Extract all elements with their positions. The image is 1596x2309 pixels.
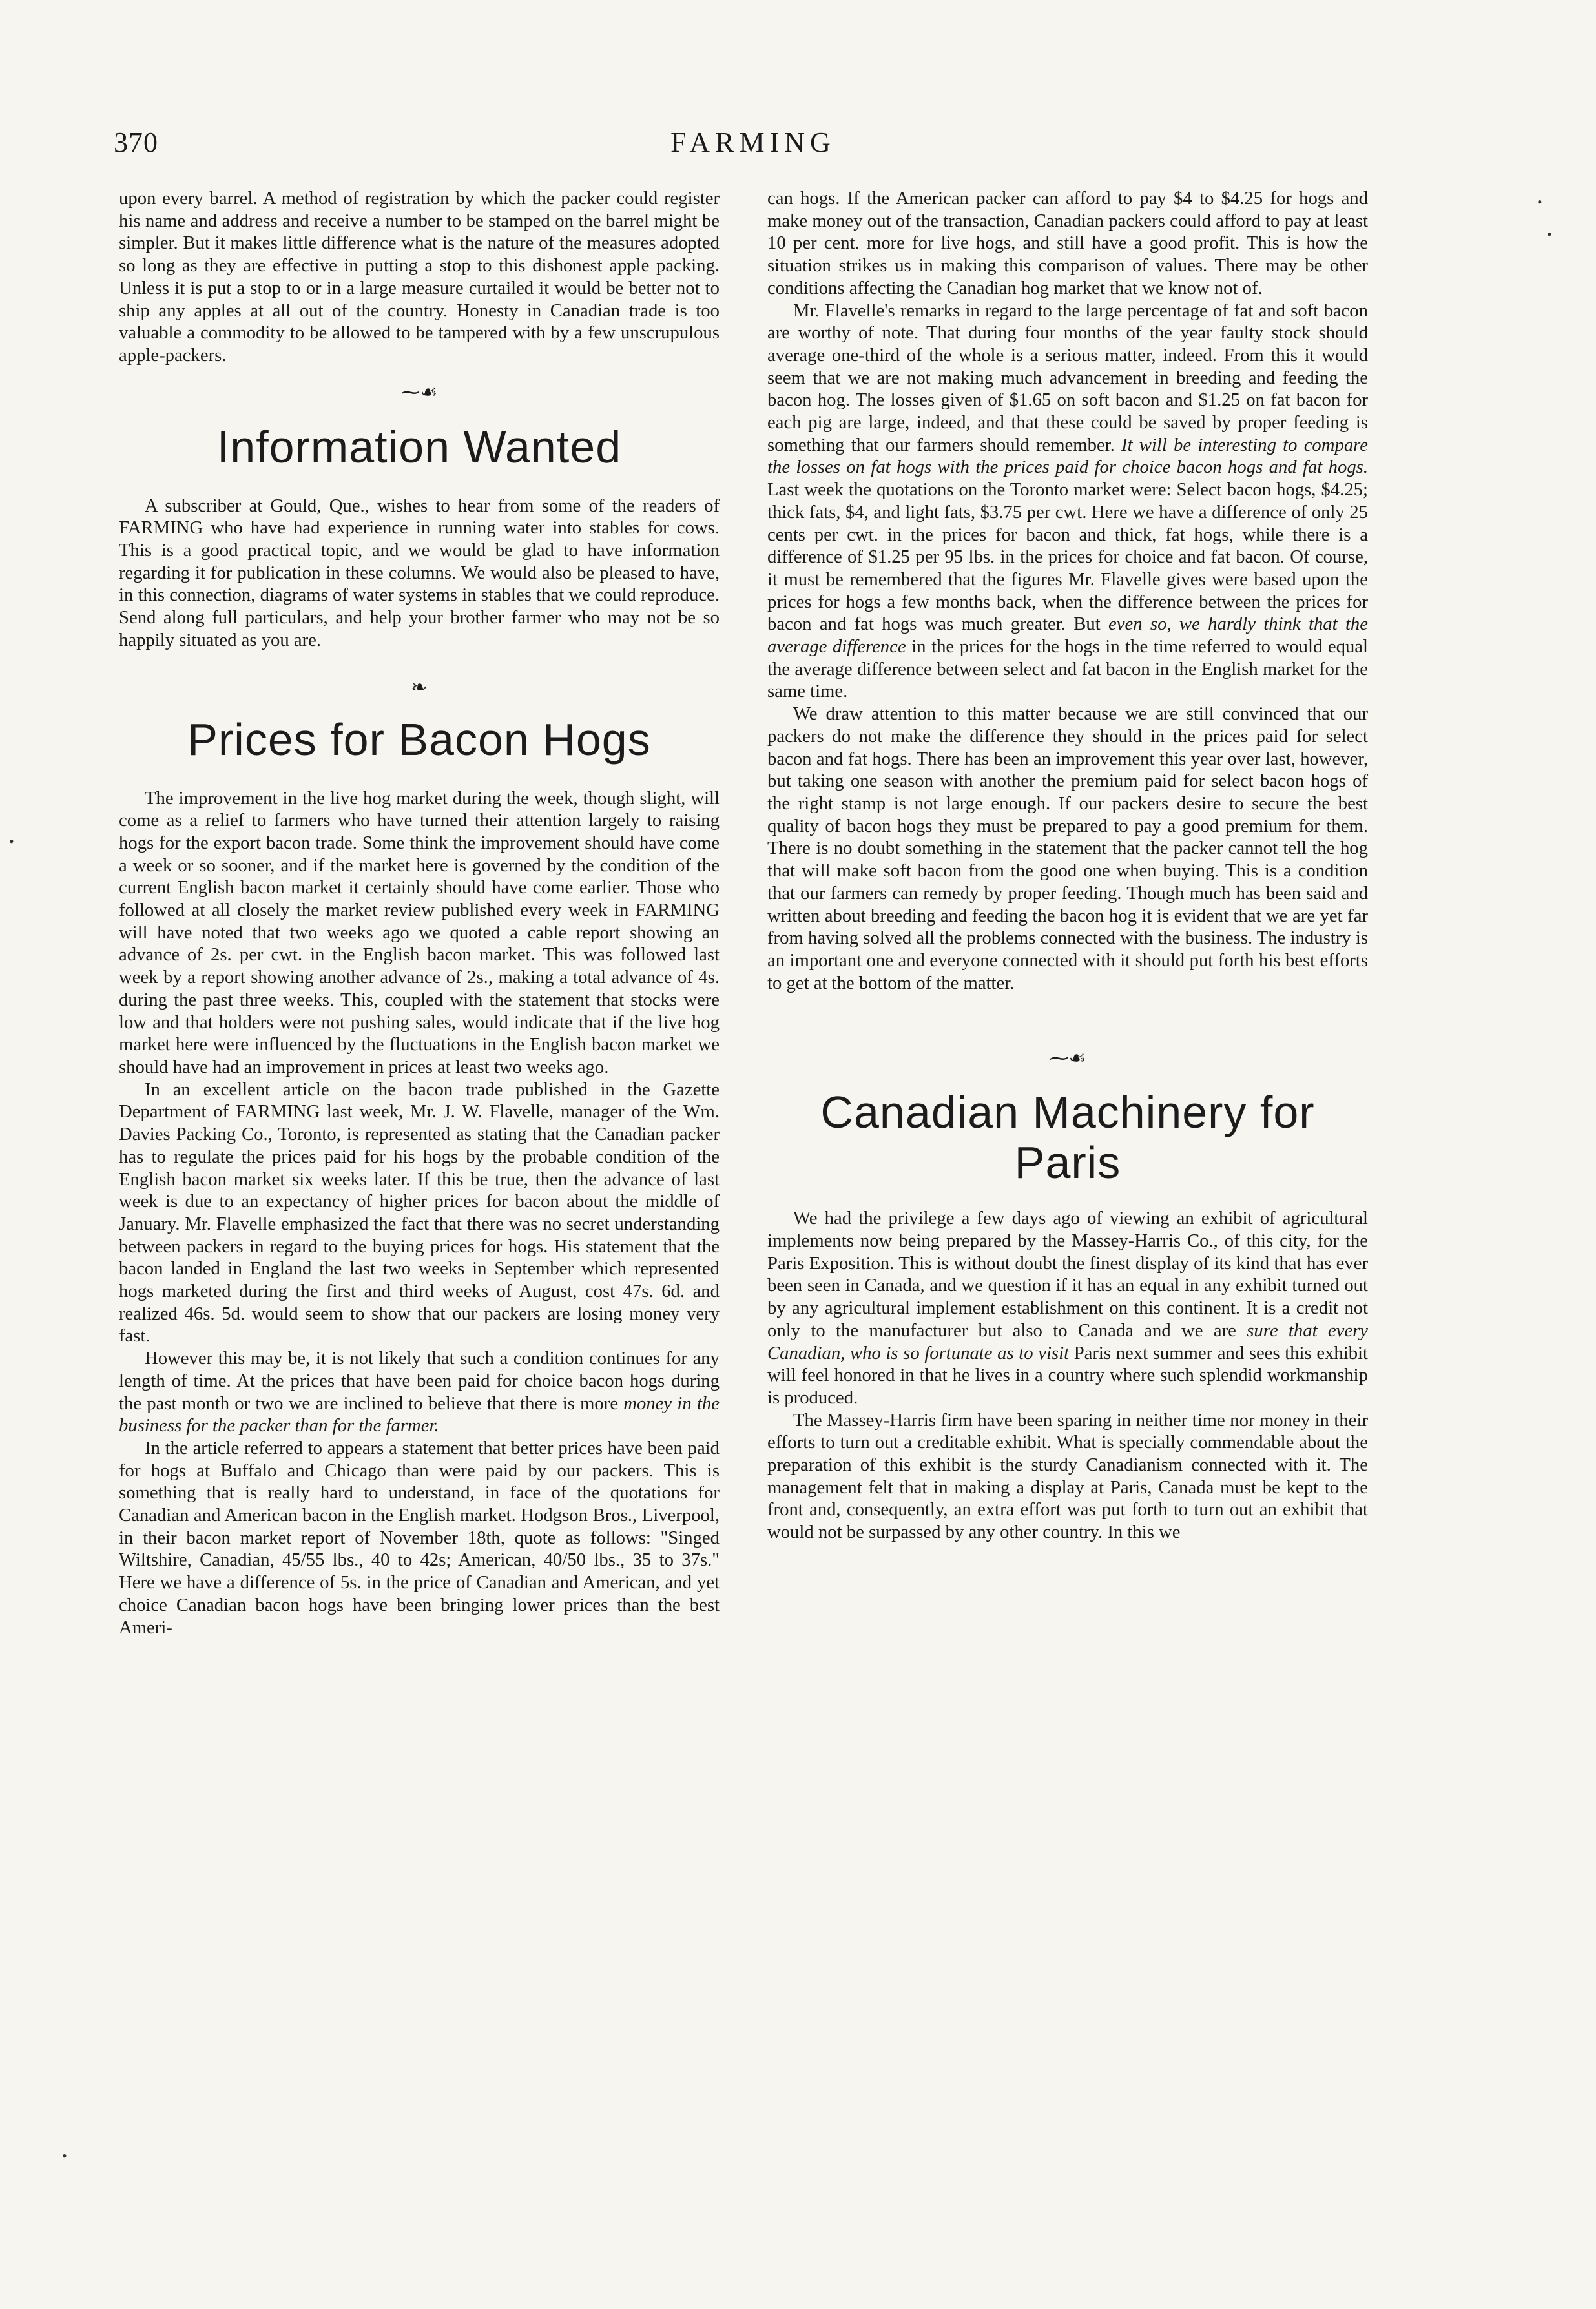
machinery-text-a: We had the privilege a few days ago of viewing an exhibit of agricultural implements now being prepared by the Massey-Harris Co., of this city, for the Paris Exposition. This is without doubt the finest display of its kind that has ever been seen in Canada, and we question if it has an equal in any exhibit turned out by any agricultural implement establishment on this continent. It is a credit not only to the manufacturer but also to Canada and we are [767, 1208, 1368, 1341]
attention-paragraph: We draw attention to this matter because we are still convinced that our packers do not make the difference they should in the prices paid for select bacon and fat hogs. There has been an improvement this year over last, however, but taking one season with another the premium paid for select bacon hogs of the right stamp is not large enough. If our packers desire to secure the best quality of bacon hogs they must be prepared to pay a good premium for them. There is no doubt something in the statement that the packer cannot tell the hog that will make soft bacon from the good one when buying. This is a condition that our farmers can remedy by proper feeding. Though much has been said and written about breeding and feeding the bacon hog it is evident that we are yet far from having solved all the problems connected with the business. The industry is an important one and everyone connected with it should put forth his best efforts to get at the bottom of the matter. [767, 703, 1368, 993]
bacon-paragraph-4: In the article referred to appears a statement that better prices have been paid for hogs at Buffalo and Chicago than were paid by our packers. This is something that is really hard to understand, in face of the quotations for Canadian and American bacon in the English market. Hodgson Bros., Liverpool, in their bacon market report of November 18th, quote as follows: "Singed Wiltshire, Canadian, 45/55 lbs., 40 to 42s; American, 40/50 lbs., 35 to 37s." Here we have a difference of 5s. in the price of Canadian and American, and yet choice Canadian bacon hogs have been bringing lower prices than the best Ameri- [119, 1437, 720, 1638]
flavelle-italic-a: It will be interesting to compare the losses on fat hogs with the prices paid for choice bacon hogs and fat hogs. [767, 434, 1369, 478]
heading-information-wanted: Information Wanted [216, 421, 622, 472]
heading-prices-for-bacon-hogs: Prices for Bacon Hogs [187, 714, 651, 765]
bacon-paragraph-1: The improvement in the live hog market during the week, though slight, will come as a relief to farmers who have turned their attention largely to raising hogs for the export bacon trade. Some think the improvement should have come a week or so sooner, and if the market here is governed by the condition of the current English bacon market it certainly should have come earlier. Those who followed at all closely the market review published every week in FARMING will have noted that two weeks ago we quoted a cable report showing an advance of 2s. per cwt. in the English bacon market. This was followed last week by a report showing another advance of 2s., making a total advance of 4s. during the past three weeks. This, coupled with the statement that stocks were low and that holders were not pushing sales, would indicate that if the live hog market here were influenced by the fluctuations in the English bacon market we should have had an improvement in prices at least two weeks ago. [119, 787, 720, 1077]
bacon-paragraph-3 [119, 1347, 720, 1437]
machinery-italic: sure that every Canadian, who is so fortunate as to visit [767, 1320, 1368, 1363]
page-number: 370 [114, 127, 158, 158]
print-speck: • [9, 833, 14, 849]
bacon-continuation-paragraph: can hogs. If the American packer can afford to pay $4 to $4.25 for hogs and make money out of the transaction, Canadian packers could afford to pay at least 10 per cent. more for live hogs, and still have a good profit. This is how the situation strikes us in making this comparison of values. There may be other conditions affecting the Canadian hog market that we know not of. [767, 188, 1368, 298]
left-column [119, 187, 720, 1639]
flavelle-text-c: in the prices for the hogs in the time referred to would equal the average difference between select and fat bacon in the English market for the same time. [767, 636, 1369, 702]
ornament-divider: ⁓☙ [400, 381, 438, 403]
heading-canadian-machinery-for-paris: Canadian Machinery for Paris [820, 1087, 1315, 1188]
page-header [114, 126, 1393, 171]
flavelle-text-b: Last week the quotations on the Toronto market were: Select bacon hogs, $4.25; thick fats, $4, and light fats, $3.75 per cwt. Here we have a difference of only 25 cents per cwt. in the prices for bacon and thick, fat hogs, while there is a difference of $1.25 per 95 lbs. in the prices for choice and fat bacon. Of course, it must be remembered that the figures Mr. Flavelle gives were based upon the prices for hogs a few months back, when the difference between the prices for bacon and fat hogs was much greater. But [767, 479, 1368, 635]
ornament-divider: ❧ [411, 676, 428, 698]
machinery-text-b: Paris next summer and sees this exhibit will feel honored in that he lives in a country where such splendid workmanship is produced. [767, 1342, 1369, 1408]
bacon-paragraph-2: In an excellent article on the bacon trade published in the Gazette Department of FARMING last week, Mr. J. W. Flavelle, manager of the Wm. Davies Packing Co., Toronto, is represented as stating that the Canadian packer has to regulate the prices paid for his hogs by the probable condition of the English bacon market six weeks later. If this be true, then the advance of last week is due to an expectancy of higher prices for bacon about the middle of January. Mr. Flavelle emphasized the fact that there was no secret understanding between packers in regard to the buying prices for hogs. His statement that the bacon landed in England the last two weeks in September which represented hogs marketed during the first and third weeks of August, cost 47s. 6d. and realized 46s. 5d. would seem to show that our packers are losing money very fast. [119, 1079, 720, 1347]
running-title: FARMING [670, 127, 836, 158]
print-speck: • [1537, 194, 1542, 210]
machinery-paragraph-1 [767, 1207, 1368, 1409]
information-wanted-paragraph: A subscriber at Gould, Que., wishes to hear from some of the readers of FARMING who have had experience in running water into stables for cows. This is a good practical topic, and we would be glad to have information regarding it for publication in these columns. We would also be pleased to have, in this connection, diagrams of water systems in stables that we could reproduce. Send along full particulars, and help your brother farmer who may not be so happily situated as you are. [119, 495, 720, 650]
flavelle-paragraph [767, 300, 1368, 703]
intro-paragraph: upon every barrel. A method of registration by which the packer could register his name and address and receive a number to be stamped on the barrel might be simpler. But it makes little difference what is the nature of the measures adopted so long as they are effective in putting a stop to this dishonest apple packing. Unless it is put a stop to or in a large measure curtailed it would be better not to ship any apples at all out of the country. Honesty in Canadian trade is too valuable a commodity to be allowed to be tampered with by a few unscrupulous apple-packers. [119, 188, 720, 366]
right-column [767, 187, 1368, 1544]
print-speck: • [62, 2148, 67, 2164]
ornament-divider: ⁓☙ [1049, 1048, 1086, 1070]
flavelle-text-a: Mr. Flavelle's remarks in regard to the large percentage of fat and soft bacon are worthy of note. That during four months of the year faulty stock should average one-third of the whole is a serious matter, indeed. From this it would seem that we are not making much advancement in breeding and feeding the bacon hog. The losses given of $1.65 on soft bacon and $1.25 on fat bacon for each pig are large, indeed, and that these could be saved by proper feeding is something that our farmers should remember. [767, 300, 1368, 455]
print-speck: • [1547, 226, 1552, 242]
flavelle-italic-b: even so, we hardly think that the average difference [767, 614, 1369, 657]
bacon-paragraph-3-italic: money in the business for the packer than for the farmer. [119, 1393, 720, 1436]
bacon-paragraph-3-text: However this may be, it is not likely that such a condition continues for any length of time. At the prices that have been paid for choice bacon hogs during the past month or two we are inclined to believe that there is more [119, 1348, 720, 1414]
machinery-paragraph-2: The Massey-Harris firm have been sparing in neither time nor money in their efforts to turn out a creditable exhibit. What is specially commendable about the preparation of this exhibit is the sturdy Canadianism connected with it. The management felt that in making a display at Paris, Canada must be kept to the front and, consequently, an extra effort was put forth to turn out an exhibit that would not be surpassed by any other country. In this we [767, 1409, 1368, 1543]
